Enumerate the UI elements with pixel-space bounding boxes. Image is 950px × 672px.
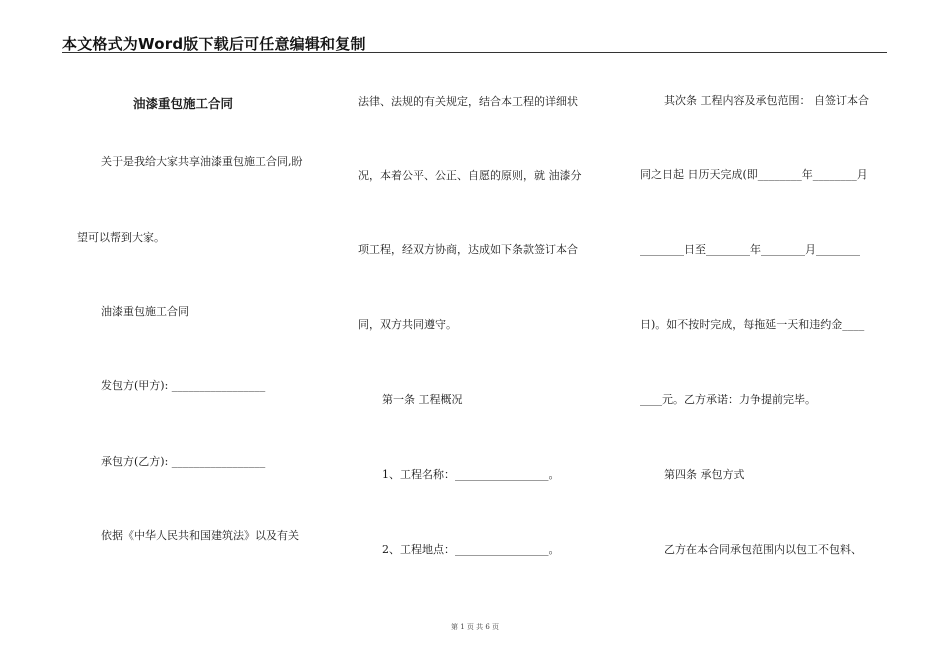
left-line-2: 望可以帮到大家。: [77, 231, 165, 244]
right-line-4: 日)。如不按时完成，每拖延一天和违约金____: [640, 318, 865, 331]
contract-title: 油漆重包施工合同: [133, 96, 234, 111]
right-line-1: 其次条 工程内容及承包范围： 自签订本合: [664, 94, 869, 107]
right-line-7: 乙方在本合同承包范围内以包工不包料、: [664, 543, 862, 556]
project-name-line: 1、工程名称：_________________。: [382, 468, 560, 481]
middle-line-4: 同，双方共同遵守。: [358, 318, 457, 331]
section-heading-1: 第一条 工程概况: [382, 393, 463, 406]
party-b-line: 承包方(乙方): _________________: [101, 455, 266, 468]
left-line-1: 关于是我给大家共享油漆重包施工合同,盼: [101, 155, 303, 168]
project-location-line: 2、工程地点：_________________。: [382, 543, 560, 556]
document-banner: 本文格式为Word版下载后可任意编辑和复制: [62, 35, 366, 53]
page-number: 第 1 页 共 6 页: [450, 623, 500, 631]
header-divider: [62, 52, 887, 53]
left-line-3: 油漆重包施工合同: [101, 305, 189, 318]
middle-line-2: 况，本着公平、公正、自愿的原则，就 油漆分: [358, 169, 582, 182]
right-line-5: ____元。乙方承诺：力争提前完毕。: [640, 393, 816, 406]
middle-line-1: 法律、法规的有关规定，结合本工程的详细状: [358, 95, 578, 108]
left-line-6: 依据《中华人民共和国建筑法》以及有关: [101, 529, 299, 542]
middle-line-3: 项工程，经双方协商，达成如下条款签订本合: [358, 243, 578, 256]
right-line-3: ________日至________年________月________: [640, 243, 860, 256]
section-heading-4: 第四条 承包方式: [664, 468, 745, 481]
party-a-line: 发包方(甲方): _________________: [101, 379, 266, 392]
right-line-2: 同之日起 日历天完成(即________年________月: [640, 168, 868, 181]
